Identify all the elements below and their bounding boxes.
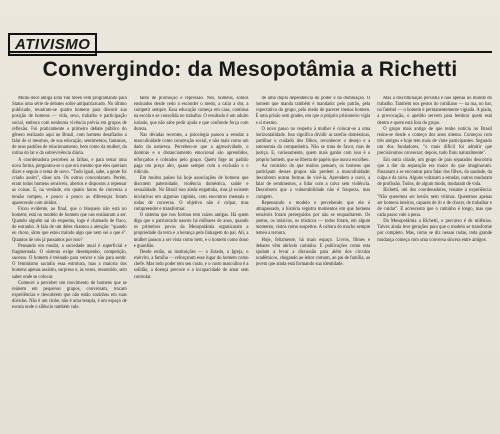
paragraph: Hoje, felizmente, há mais espaço. Livros, filmes e debates vêm abrindo caminho. E publicações como esta ajudam a levar a discussão para além dos círculos acadêmicos, chegando ao leitor comum, ao pai de família, ao jovem que ainda está formando sua identidade. — [255, 237, 371, 268]
section-rule — [8, 51, 492, 53]
paragraph: Desde então, as instituições — o Estado, a Igreja, o exército, a família — reforçaram esse lugar do homem como chefe. Mas todo poder tem seu custo, e o custo masculino é a solidão, a doença precoce e a incapacidade de amar sem controlar. — [133, 249, 249, 280]
text-column-1 — [12, 96, 127, 426]
article-headline: Convergindo: da Mesopotâmia a Richetti — [42, 58, 458, 81]
paragraph: Richetti, um dos coordenadores, resume a experiência: "Não queremos ser heróis nem vítimas. Queremos apenas ser homens inteiros, capazes de rir e de chorar, de trabalhar e de cuidar". E acrescenta que o caminho é longo, mas que cada passo vale a pena. — [377, 188, 492, 218]
paragraph: Repensando o modelo e percebendo que ele é ultrapassado, a história registra momentos em que homens sensíveis foram perseguidos por não se enquadrarem. Os poetas, os músicos, os místicos — todos foram, em algum momento, vistos como suspeitos. A cultura do macho sempre temeu a ternura. — [255, 200, 371, 237]
paragraph: Da Mesopotâmia a Richetti, o percurso é de milênios. Talvez ainda leve gerações para que o modelo se transforme por completo. Mas, como se diz nessas rodas, toda grande mudança começa com uma conversa sincera entre amigos. — [377, 219, 492, 243]
paragraph: Muito doce amiga Edla Van Steen vem programando para Status uma série de debates sobre antipatriarcado. No último publicado, reuniram-se quatro homens para discutir sua posição de homens — vida, sexo, trabalho e participação social, embora com nenhuma vivência prévia em grupos de reflexão. Foi praticamente o primeiro debate público do gênero realizado aqui no Brasil, com homens desafiados a falar de si mesmos, de sua educação, sentimentos, fantasias, de seus padrões de relacionamento, bem como da mulher, da rotina do lar e da sobrevivência diária. — [12, 96, 127, 157]
paragraph: A coordenadora percebeu as falhas, e para testar uma nova forma, perguntou-se o que era mesmo que eles queriam dizer e seguiu o tema de novo. "Tudo igual, sabe, a gente foi criado assim", disse um. Os outros concordaram. Porém, eram todos homens sensíveis, abertos e dispostos a repensar as coisas. E, na verdade, em quatro horas de conversa a tensão rompeu, e pouco a pouco as diferenças foram aparecendo com nitidez. — [12, 157, 127, 206]
paragraph: Ao contrário do que muitos pensam, os homens que participam desses grupos não perdem a masculinidade; descobrem outras formas de vivê-la. Aprendem a ouvir, a falar de sentimentos, a lidar com a raiva sem violência. Descobrem que a vulnerabilidade não é fraqueza, mas coragem. — [255, 163, 371, 200]
paragraph: Ficou evidente, ao final, que o bloqueio não está no homem; está no modelo de homem que nos ensinaram a ser. Quando alguém sai do esquema, logo é chamado de fraco, de estranho. A fala de um deles chamou a atenção: "quando eu choro, sinto que estou traindo algo que nem sei o que é". Quantos de nós já passamos por isso? — [12, 206, 127, 243]
paragraph: Mas a discriminação persistia e não apenas no mundo do trabalho. Também nos gestos do cotidiano — na rua, no bar, no futebol — o homem é permanentemente vigiado. A piada, a provocação, o apelido servem para lembrar quem está dentro e quem está fora do grupo. — [377, 96, 492, 126]
article-body — [12, 96, 492, 426]
paragraph: Pensando em mudar, a sociedade atual é superficial e fragmentada. O sistema exige desempenho, competição, sucesso. O homem é treinado para vencer e não para sentir. O feminismo sacudiu essa estrutura, mas a maioria dos homens apenas assistiu, surpreso e, às vezes, ressentido, sem saber onde se colocar. — [12, 243, 127, 280]
paragraph: Comecei a perceber um movimento de homens que se reúnem em pequenos grupos, conversam, trocam experiências e descobrem que não estão sozinhos em suas dúvidas. Não é um clube, não é uma terapia, é um espaço de escuta onde o silêncio também vale. — [12, 280, 127, 311]
paragraph: Em muitos países há hoje associações de homens que discutem paternidade, violência doméstica, saúde e sexualidade. No Brasil isso ainda engatinha, mas já existem iniciativas em algumas capitais, com encontros mensais e rodas de conversa. O objetivo não é culpar, mas compreender e transformar. — [133, 176, 249, 212]
paragraph: Em outra cidade, um grupo de pais separados descobriu que a dor da separação era maior do que imaginavam. Passaram a se encontrar para falar dos filhos, da saudade, da culpa e da raiva. Alguns voltaram a estudar, outros mudaram de profissão. Todos, de algum modo, mudaram de vida. — [377, 157, 492, 188]
text-column-3 — [256, 96, 371, 426]
section-label: ATIVISMO — [8, 33, 97, 56]
paragraph: tanto de promoção e repressão. Nós, homens, somos ensinados desde cedo a esconder o medo, a calar a dor, a competir sempre. Essa educação começa em casa, continua na escola e se consolida no trabalho. O resultado é um adulto isolado, que não sabe pedir ajuda e que confunde força com dureza. — [133, 96, 249, 132]
paragraph: O sistema que nos formou tem raízes antigas. Há quem diga que o patriarcado nasceu há milhares de anos, quando os primeiros povos da Mesopotâmia organizaram a propriedade da terra e a herança pela linhagem do pai. Ali, a mulher passou a ser vista como bem, e o homem como dono e guardião. — [133, 212, 249, 249]
text-column-4 — [377, 96, 492, 426]
paragraph: O grupo mais antigo de que tenho notícia no Brasil reúne-se desde o começo dos anos oitenta. Começou com três amigos e hoje tem mais de vinte participantes. Segundo um dos fundadores, "o mais difícil foi admitir que precisávamos conversar; depois, tudo fluiu naturalmente". — [377, 126, 492, 157]
paragraph: de uma dupla dependência do poder e da dominação. O homem que manda também é mandado: pelo patrão, pela expectativa do grupo, pelo medo de parecer menos homem. É uma prisão sem grades, em que o próprio prisioneiro vigia a si mesmo. — [255, 96, 371, 126]
paragraph: Nas décadas recentes, a psicologia passou a estudar a masculinidade como construção social, e não mais como um dado da natureza. Percebeu-se que a agressividade, o domínio e o distanciamento emocional são aprendidos, reforçados e cobrados pelo grupo. Quem foge ao padrão paga um preço alto, quase sempre com a exclusão e o ridículo. — [133, 132, 249, 175]
paragraph: O novo passo no respeito à mulher é colocar-se a uma horizontalidade. Isso significa dividir as tarefas domésticas, partilhar o cuidado dos filhos, reconhecer o desejo e a autonomia da companheira. Não se trata de favor, mas de justiça. E, curiosamente, quem mais ganha com isso é o próprio homem, que se liberta de papéis que nunca escolheu. — [255, 126, 371, 163]
text-column-2 — [134, 96, 249, 426]
